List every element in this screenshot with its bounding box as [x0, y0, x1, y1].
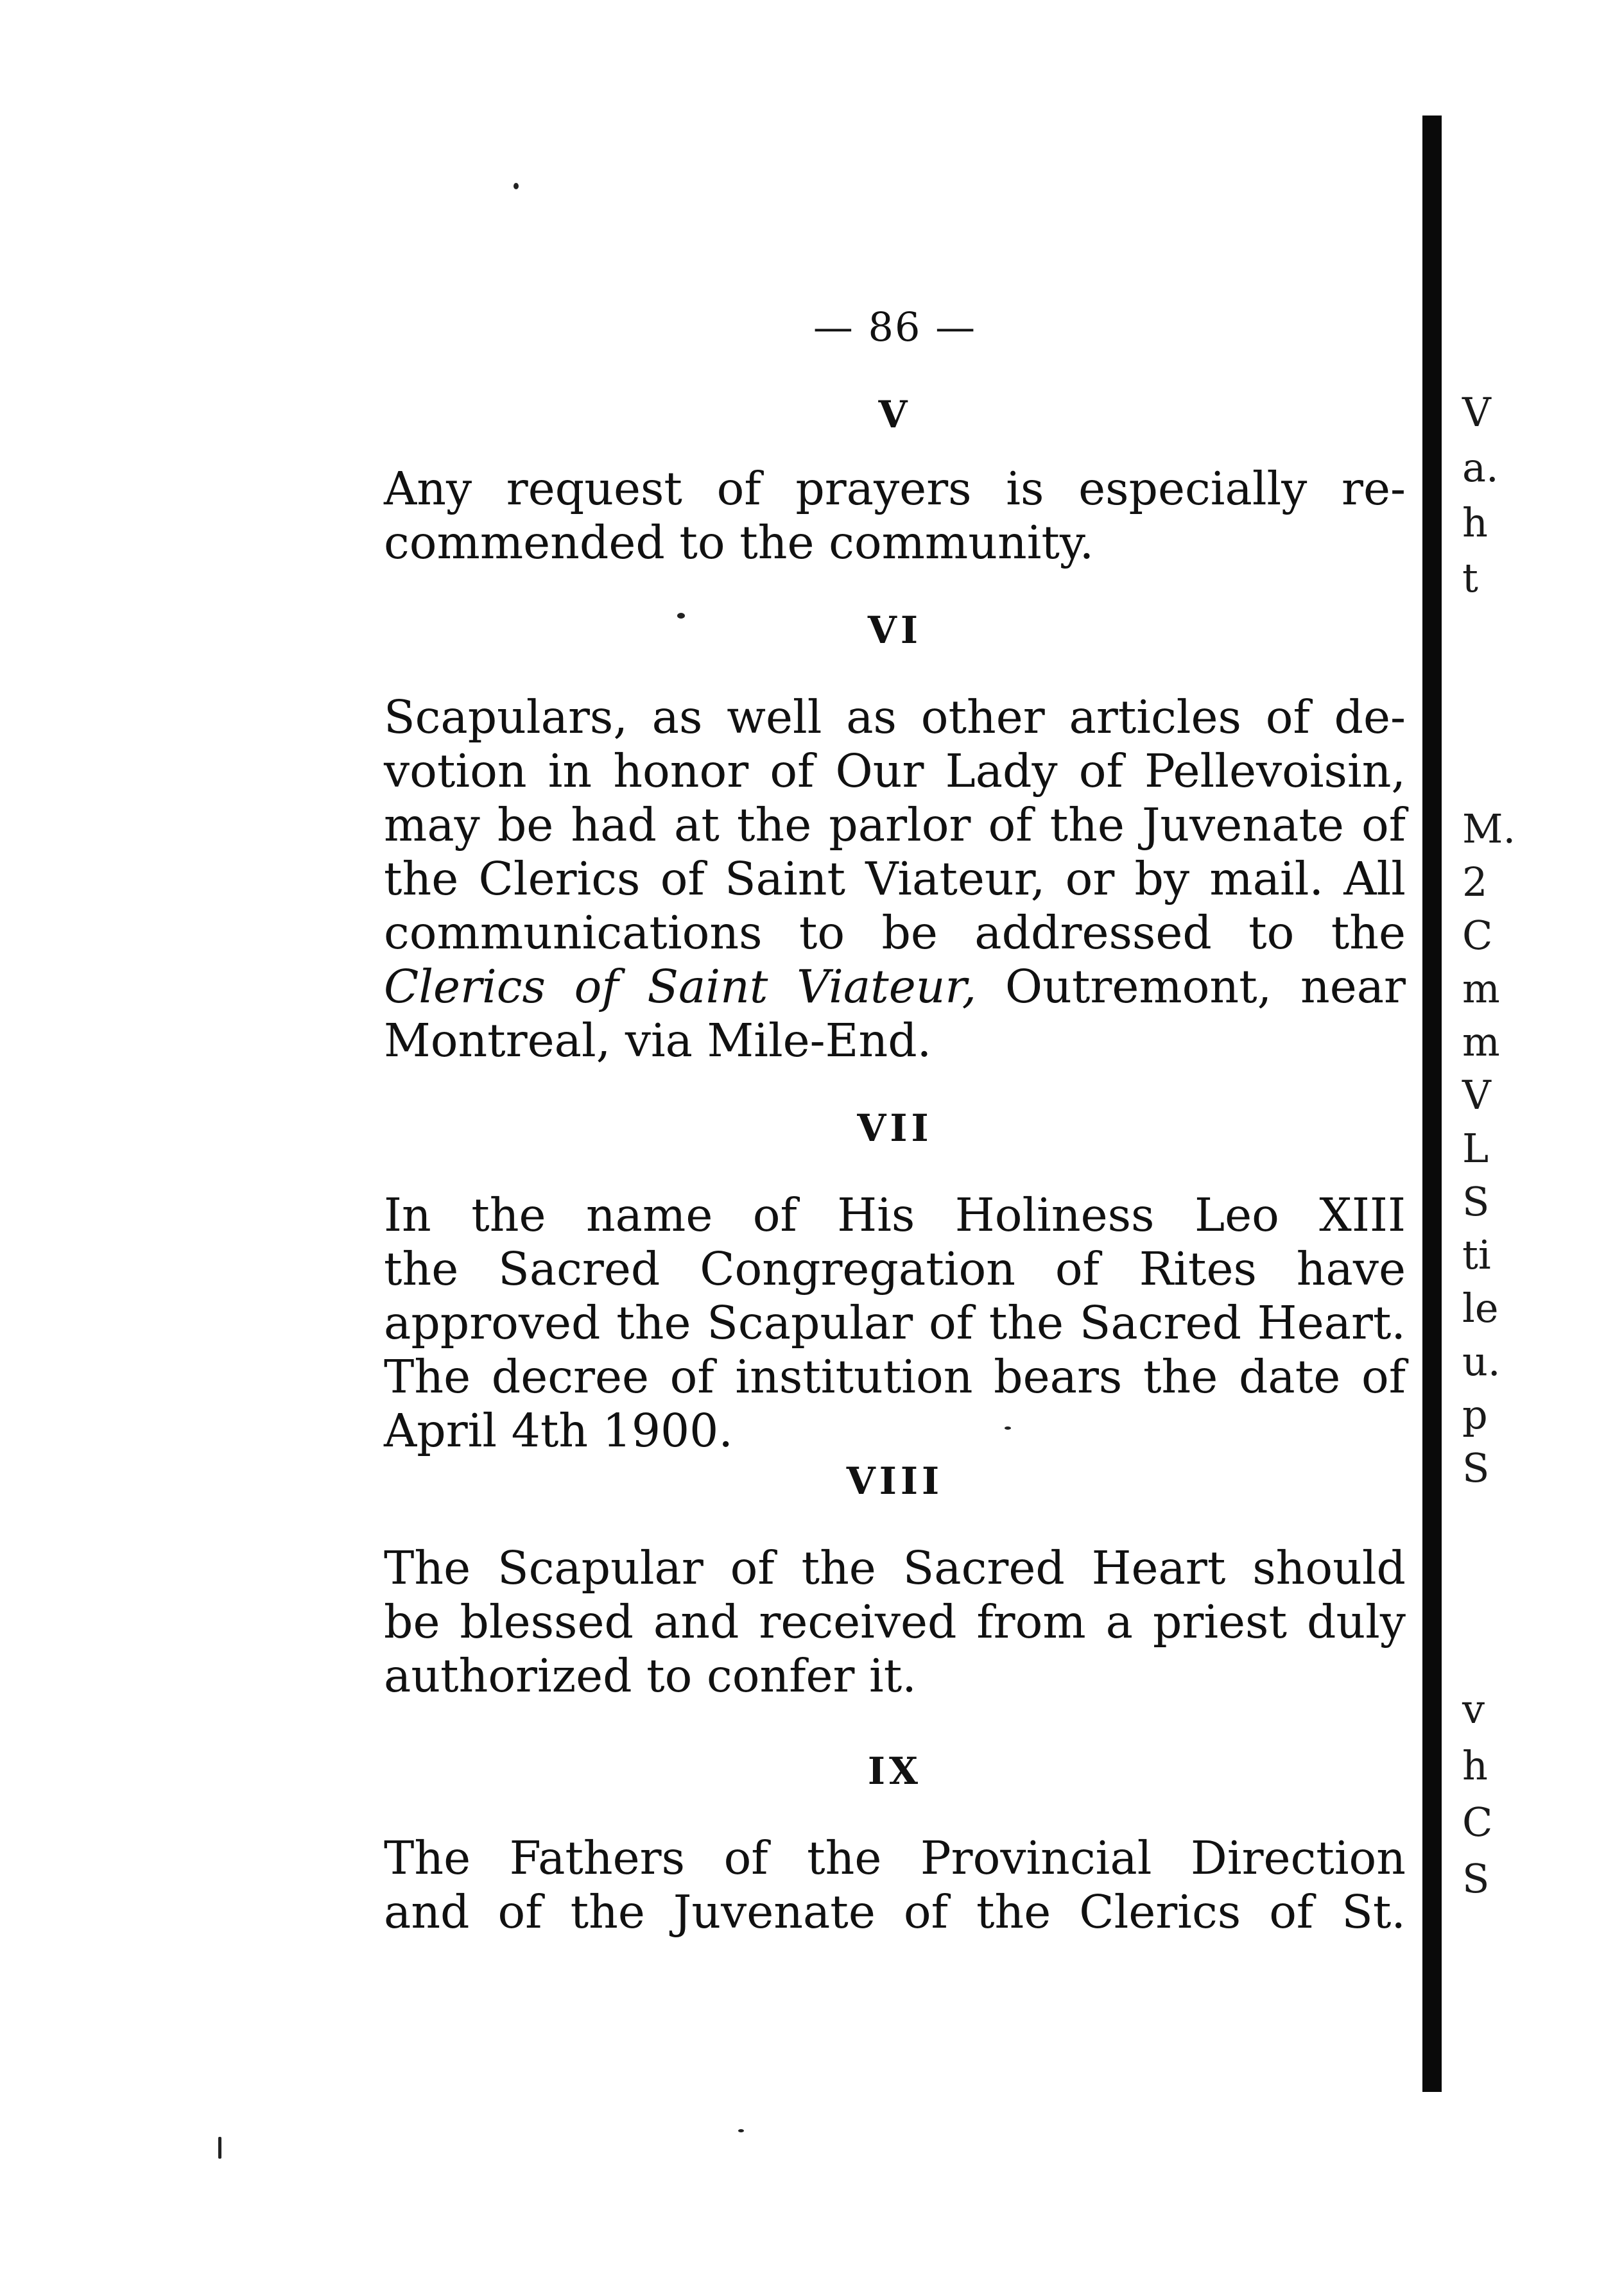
facing-letter: V	[1462, 1072, 1491, 1118]
text-line: votion in honor of Our Lady of Pellevoisin,	[384, 744, 1406, 798]
text-line: approved the Scapular of the Sacred Heart.	[384, 1296, 1406, 1349]
section-numeral-ix: IX	[867, 1749, 922, 1793]
facing-letter: M.	[1462, 805, 1516, 852]
scan-speck	[1005, 1426, 1011, 1430]
scan-speck	[738, 2129, 744, 2132]
text-line-with-italic	[384, 960, 1406, 1014]
page-body	[384, 302, 1406, 1939]
section-paragraph-vii	[384, 1188, 1406, 1458]
section-numeral-v: V	[878, 393, 911, 436]
facing-letter: t	[1462, 554, 1478, 601]
text-line: Montreal, via Mile-End.	[384, 1014, 932, 1067]
text-line: commended to the community.	[384, 516, 1094, 569]
scan-speck	[218, 2137, 221, 2159]
facing-letter: ti	[1462, 1231, 1491, 1278]
facing-letter: m	[1462, 965, 1500, 1012]
italic-phrase: Clerics of Saint Viateur,	[384, 960, 977, 1013]
text-line: and of the Juvenate of the Clerics of St.	[384, 1885, 1406, 1939]
facing-letter: L	[1462, 1125, 1489, 1172]
text-line: In the name of His Holiness Leo XIII	[384, 1188, 1406, 1242]
facing-page-fragment-3	[1462, 1681, 1552, 1907]
text-line: April 4th 1900.	[384, 1404, 733, 1457]
facing-letter: h	[1462, 1742, 1488, 1789]
facing-letter: S	[1462, 1444, 1490, 1491]
text-line: the Clerics of Saint Viateur, or by mail. All	[384, 852, 1406, 905]
text-line: Any request of prayers is especially re-	[384, 462, 1406, 515]
facing-page-fragment-1	[1462, 385, 1552, 606]
section-paragraph-vi	[384, 690, 1406, 1068]
text-line: authorized to confer it.	[384, 1649, 917, 1702]
page-gutter-edge	[1422, 116, 1442, 2092]
facing-letter: u.	[1462, 1338, 1501, 1385]
section-numeral-viii: VIII	[846, 1459, 944, 1503]
facing-page-fragment-2	[1462, 802, 1552, 1495]
facing-letter: C	[1462, 912, 1493, 959]
text-line: The Scapular of the Sacred Heart should	[384, 1541, 1406, 1595]
facing-letter: m	[1462, 1018, 1500, 1065]
text-fragment: Outremont, near	[1005, 960, 1406, 1013]
facing-letter: a.	[1462, 444, 1499, 491]
scan-speck	[514, 183, 519, 189]
page-number: — 86 —	[813, 304, 977, 350]
text-line: communications to be addressed to the	[384, 906, 1406, 959]
facing-letter: V	[1462, 389, 1491, 436]
facing-letter: v	[1462, 1686, 1485, 1733]
section-paragraph-ix	[384, 1831, 1406, 1939]
section-paragraph-v	[384, 462, 1406, 570]
text-line: the Sacred Congregation of Rites have	[384, 1242, 1406, 1296]
facing-letter: S	[1462, 1855, 1490, 1902]
text-line: Scapulars, as well as other articles of de-	[384, 690, 1406, 744]
facing-letter: h	[1462, 499, 1488, 546]
text-line: The Fathers of the Provincial Direction	[384, 1831, 1406, 1885]
section-numeral-vii: VII	[857, 1106, 933, 1150]
text-line: The decree of institution bears the date of	[384, 1350, 1406, 1403]
section-numeral-vi: VI	[867, 608, 922, 652]
facing-letter: C	[1462, 1799, 1493, 1846]
text-line: be blessed and received from a priest duly	[384, 1595, 1406, 1649]
section-paragraph-viii	[384, 1541, 1406, 1703]
facing-letter: S	[1462, 1178, 1490, 1225]
facing-letter: 2	[1462, 859, 1488, 905]
facing-letter: le	[1462, 1285, 1499, 1332]
scan-speck	[677, 613, 685, 619]
text-line: may be had at the parlor of the Juvenate of	[384, 798, 1406, 852]
facing-letter: p	[1462, 1391, 1488, 1438]
